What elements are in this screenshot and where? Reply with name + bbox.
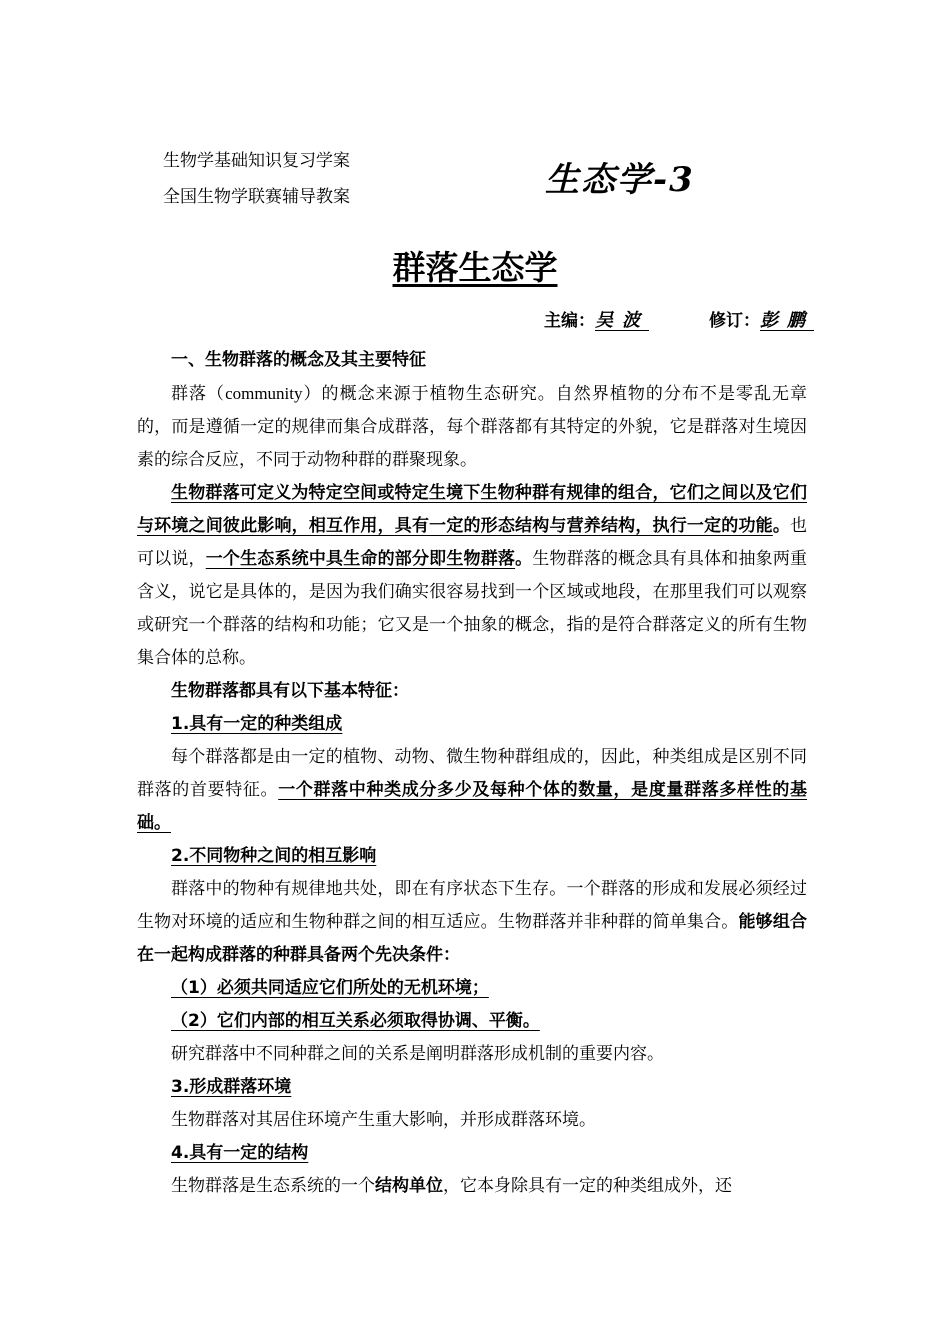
text-run: ，它本身除具有一定的种类组成外，还 xyxy=(443,1176,732,1196)
text-run: 。 xyxy=(515,549,533,569)
emphasis-text: 结构单位 xyxy=(375,1176,443,1196)
text-run: ）的概念来源于植物生态研究。自然界植物的分布不是零乱无章的，而是遵循一定的规律而集合成群落，每个群落都有其特定的外貌，它是群落对生境因素的综合反应，不同于动物种群的群聚现象。 xyxy=(137,384,808,470)
editors-line xyxy=(544,306,814,332)
paragraph-2 xyxy=(137,477,807,675)
reviser-label: 修订： xyxy=(709,311,760,331)
document-body xyxy=(137,344,807,1203)
feature-3-text: 生物群落对其居住环境产生重大影响，并形成群落环境。 xyxy=(171,1110,596,1130)
page-title: 群落生态学 xyxy=(392,248,558,287)
subject-title: 生态学-3 xyxy=(545,160,695,200)
text-run: 生物群落的概念具有具体和抽象两重含义，说它是具体的，是因为我们确实很容易找到一个区域或地段，在那里我们可以观察或研究一个群落的结构和功能；它又是一个抽象的概念，指的是符合群落定义的所有生物集合体的总称。 xyxy=(137,549,808,668)
feature-1-text xyxy=(137,741,807,840)
text-run: 群落（ xyxy=(171,384,226,404)
text-run: 2.不同物种之间的相互影响 xyxy=(171,846,377,866)
reviser-name: 彭鹏 xyxy=(760,310,814,331)
feature-2-title xyxy=(137,840,807,873)
condition-1 xyxy=(137,972,807,1005)
feature-3-title xyxy=(137,1071,807,1104)
text-run: 每个群落都是由一定的植物、动物、微生物种群组成的，因此，种类组成是区别不同群落的首要特征。 xyxy=(137,747,807,800)
section-heading: 一、生物群落的概念及其主要特征 xyxy=(171,350,426,370)
text-run: （2）它们内部的相互关系必须取得协调、平衡。 xyxy=(171,1011,540,1031)
feature-1-title xyxy=(137,708,807,741)
feature-2-text xyxy=(137,873,807,972)
emphasis-text: 能够组合在一起构成群落的种群具备两个先决条件： xyxy=(137,912,808,965)
text-run: 生物群落是生态系统的一个 xyxy=(171,1176,375,1196)
editor-name: 吴波 xyxy=(595,310,649,331)
emphasis-text: 一个生态系统中具生命的部分即生物群落 xyxy=(205,549,516,569)
editor-label: 主编： xyxy=(544,311,595,331)
condition-2 xyxy=(137,1005,807,1038)
header-line-1: 生物学基础知识复习学案 xyxy=(163,151,350,171)
text-run: 3.形成群落环境 xyxy=(171,1077,292,1097)
feature-4-title xyxy=(137,1137,807,1170)
text-run: 。 xyxy=(772,516,791,536)
text-run: community xyxy=(225,384,303,403)
feature-2-note: 研究群落中不同种群之间的关系是阐明群落形成机制的重要内容。 xyxy=(171,1044,664,1064)
text-run: （1）必须共同适应它们所处的无机环境； xyxy=(171,978,489,998)
text-run: 1.具有一定的种类组成 xyxy=(171,714,343,734)
features-intro: 生物群落都具有以下基本特征： xyxy=(171,681,409,701)
header-line-2: 全国生物学联赛辅导教案 xyxy=(163,187,350,207)
text-run: 也可以说， xyxy=(137,516,808,569)
text-run: 群落中的物种有规律地共处，即在有序状态下生存。一个群落的形成和发展必须经过生物对环境的适应和生物种群之间的相互适应。生物群落并非种群的简单集合。 xyxy=(137,879,807,932)
feature-4-text xyxy=(137,1170,807,1203)
text-run: 4.具有一定的结构 xyxy=(171,1143,309,1163)
emphasis-text: 一个群落中种类成分多少及每种个体的数量，是度量群落多样性的基础。 xyxy=(137,780,808,833)
definition-text: 生物群落可定义为特定空间或特定生境下生物种群有规律的组合，它们之间以及它们与环境之间彼此影响，相互作用，具有一定的形态结构与营养结构，执行一定的功能 xyxy=(137,483,807,536)
paragraph-1 xyxy=(137,377,807,477)
